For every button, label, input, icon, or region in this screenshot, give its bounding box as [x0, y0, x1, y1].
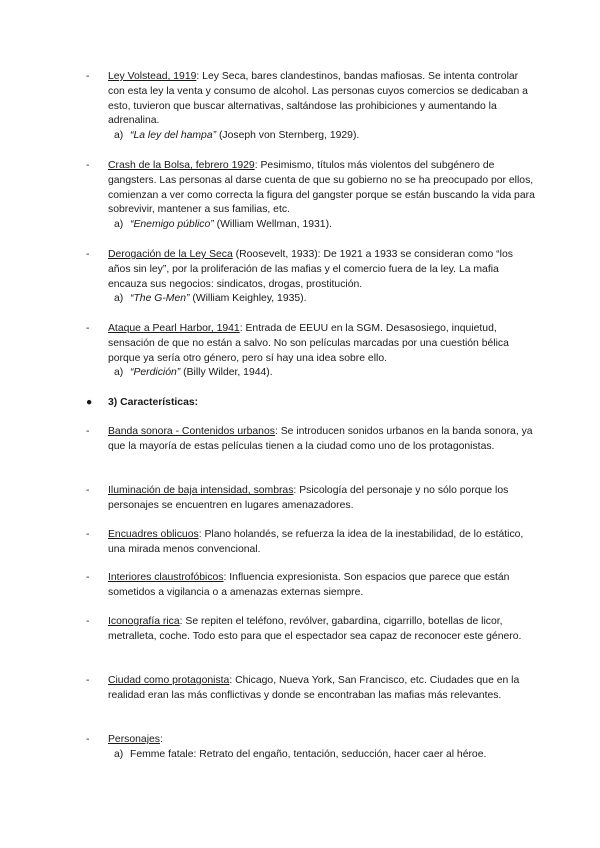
list-item-iconografia: [88, 615, 536, 645]
list-item-iluminacion: [88, 484, 536, 514]
dash-bullet: -: [86, 71, 90, 82]
item-lead: Iconografía rica: [108, 616, 180, 627]
item-lead: Encuadres oblicuos: [108, 529, 199, 540]
film-title: “Enemigo público”: [130, 219, 214, 231]
list-item-banda-sonora: [88, 425, 536, 455]
list-item-personajes: - Personajes: a) Femme fatale: Retrato del engaño, tentación, seducción, hacer caer al héroe.: [88, 733, 536, 763]
dash-bullet: -: [86, 323, 90, 334]
dash-bullet: -: [86, 572, 90, 583]
item-text: : Chicago, Nueva York, San Francisco, etc. Ciudades que en la realidad eran las más conflictivas y donde se encontraban las mafias más relevantes.: [108, 675, 520, 701]
item-lead: Ley Volstead, 1919: [108, 71, 197, 82]
dash-bullet: -: [86, 160, 90, 171]
item-text: : Psicología del personaje y no sólo porque los personajes se encuentren en lugares amenazadores.: [108, 485, 509, 511]
item-text: (Roosevelt, 1933): De 1921 a 1933 se consideran como “los años sin ley”, por la proliferación de las mafias y el comercio fuera de la ley. La mafia encauza sus negocios: sindicatos, drogas, prostitución.: [108, 249, 513, 290]
item-text: : Se repiten el teléfono, revólver, gabardina, cigarrillo, botellas de licor, metralleta, coche. Todo esto para que el espectador sea capaz de reconocer este género.: [108, 616, 522, 642]
list-item-ciudad: [88, 674, 536, 704]
dash-bullet: -: [86, 734, 90, 745]
sub-item: a) “The G-Men” (William Keighley, 1935).: [114, 293, 307, 305]
item-lead: Personajes: [108, 734, 160, 745]
round-bullet-icon: ●: [86, 397, 93, 408]
item-lead: Iluminación de baja intensidad, sombras: [108, 485, 294, 496]
item-text: : Se introducen sonidos urbanos en la banda sonora, ya que la mayoría de estas películas tienen a la ciudad como uno de los protagonistas.: [108, 426, 533, 452]
list-item-pearl-harbor: [88, 322, 536, 381]
dash-bullet: -: [86, 485, 90, 496]
sub-item: a) “Enemigo público” (William Wellman, 1931).: [114, 219, 332, 231]
sub-item: a) “La ley del hampa” (Joseph von Sternberg, 1929).: [114, 130, 360, 142]
item-lead: Crash de la Bolsa, febrero 1929: [108, 160, 255, 171]
film-title: “The G-Men”: [130, 293, 190, 305]
film-title: “La ley del hampa”: [130, 130, 217, 142]
dash-bullet: -: [86, 249, 90, 260]
item-lead: Ciudad como protagonista: [108, 675, 230, 686]
item-text: : Influencia expresionista. Son espacios que parece que están sometidos a vigilancia o a amenazas externas siempre.: [108, 572, 510, 598]
section-heading: [88, 396, 536, 411]
item-text: : Plano holandés, se refuerza la idea de la inestabilidad, de lo estático, una mirada menos convencional.: [108, 529, 524, 555]
list-item-crash: [88, 159, 536, 233]
section-title: 3) Características:: [108, 397, 199, 408]
item-lead: Interiores claustrofóbicos: [108, 572, 224, 583]
sub-item: a) “Perdición” (Billy Wilder, 1944).: [114, 367, 273, 379]
item-lead: Derogación de la Ley Seca: [108, 249, 233, 260]
list-item-volstead: [88, 70, 536, 144]
dash-bullet: -: [86, 529, 90, 540]
item-lead: Banda sonora - Contenidos urbanos: [108, 426, 275, 437]
list-item-interiores: [88, 571, 536, 601]
dash-bullet: -: [86, 426, 90, 437]
sub-item: a) Femme fatale: Retrato del engaño, tentación, seducción, hacer caer al héroe.: [114, 748, 487, 760]
item-lead: Ataque a Pearl Harbor, 1941: [108, 323, 240, 334]
list-item-encuadres: [88, 528, 536, 558]
dash-bullet: -: [86, 675, 90, 686]
list-item-derogacion: [88, 248, 536, 307]
film-title: “Perdición”: [130, 367, 181, 379]
item-text: : Entrada de EEUU en la SGM. Desasosiego, inquietud, sensación de que no están a salvo. No son películas marcadas por una cuestión bélica porque ya sería otro género, pero sí hay una idea sobre ello.: [108, 323, 509, 364]
item-text: : Ley Seca, bares clandestinos, bandas mafiosas. Se intenta controlar con esta ley la venta y consumo de alcohol. Las personas cuyos comercios se dedicaban a esto, tuvieron que buscar alternativas, saltándose las prohibiciones y aumentando la adrenalina.: [108, 71, 528, 127]
item-text: : Pesimismo, títulos más violentos del subgénero de gangsters. Las personas al darse cuenta de que su gobierno no se ha preocupado por ellos, comienzan a ver como correcta la figura del gangster porque se están buscando la vida para sobrevivir, mantener a sus familias, etc.: [108, 160, 535, 216]
dash-bullet: -: [86, 616, 90, 627]
